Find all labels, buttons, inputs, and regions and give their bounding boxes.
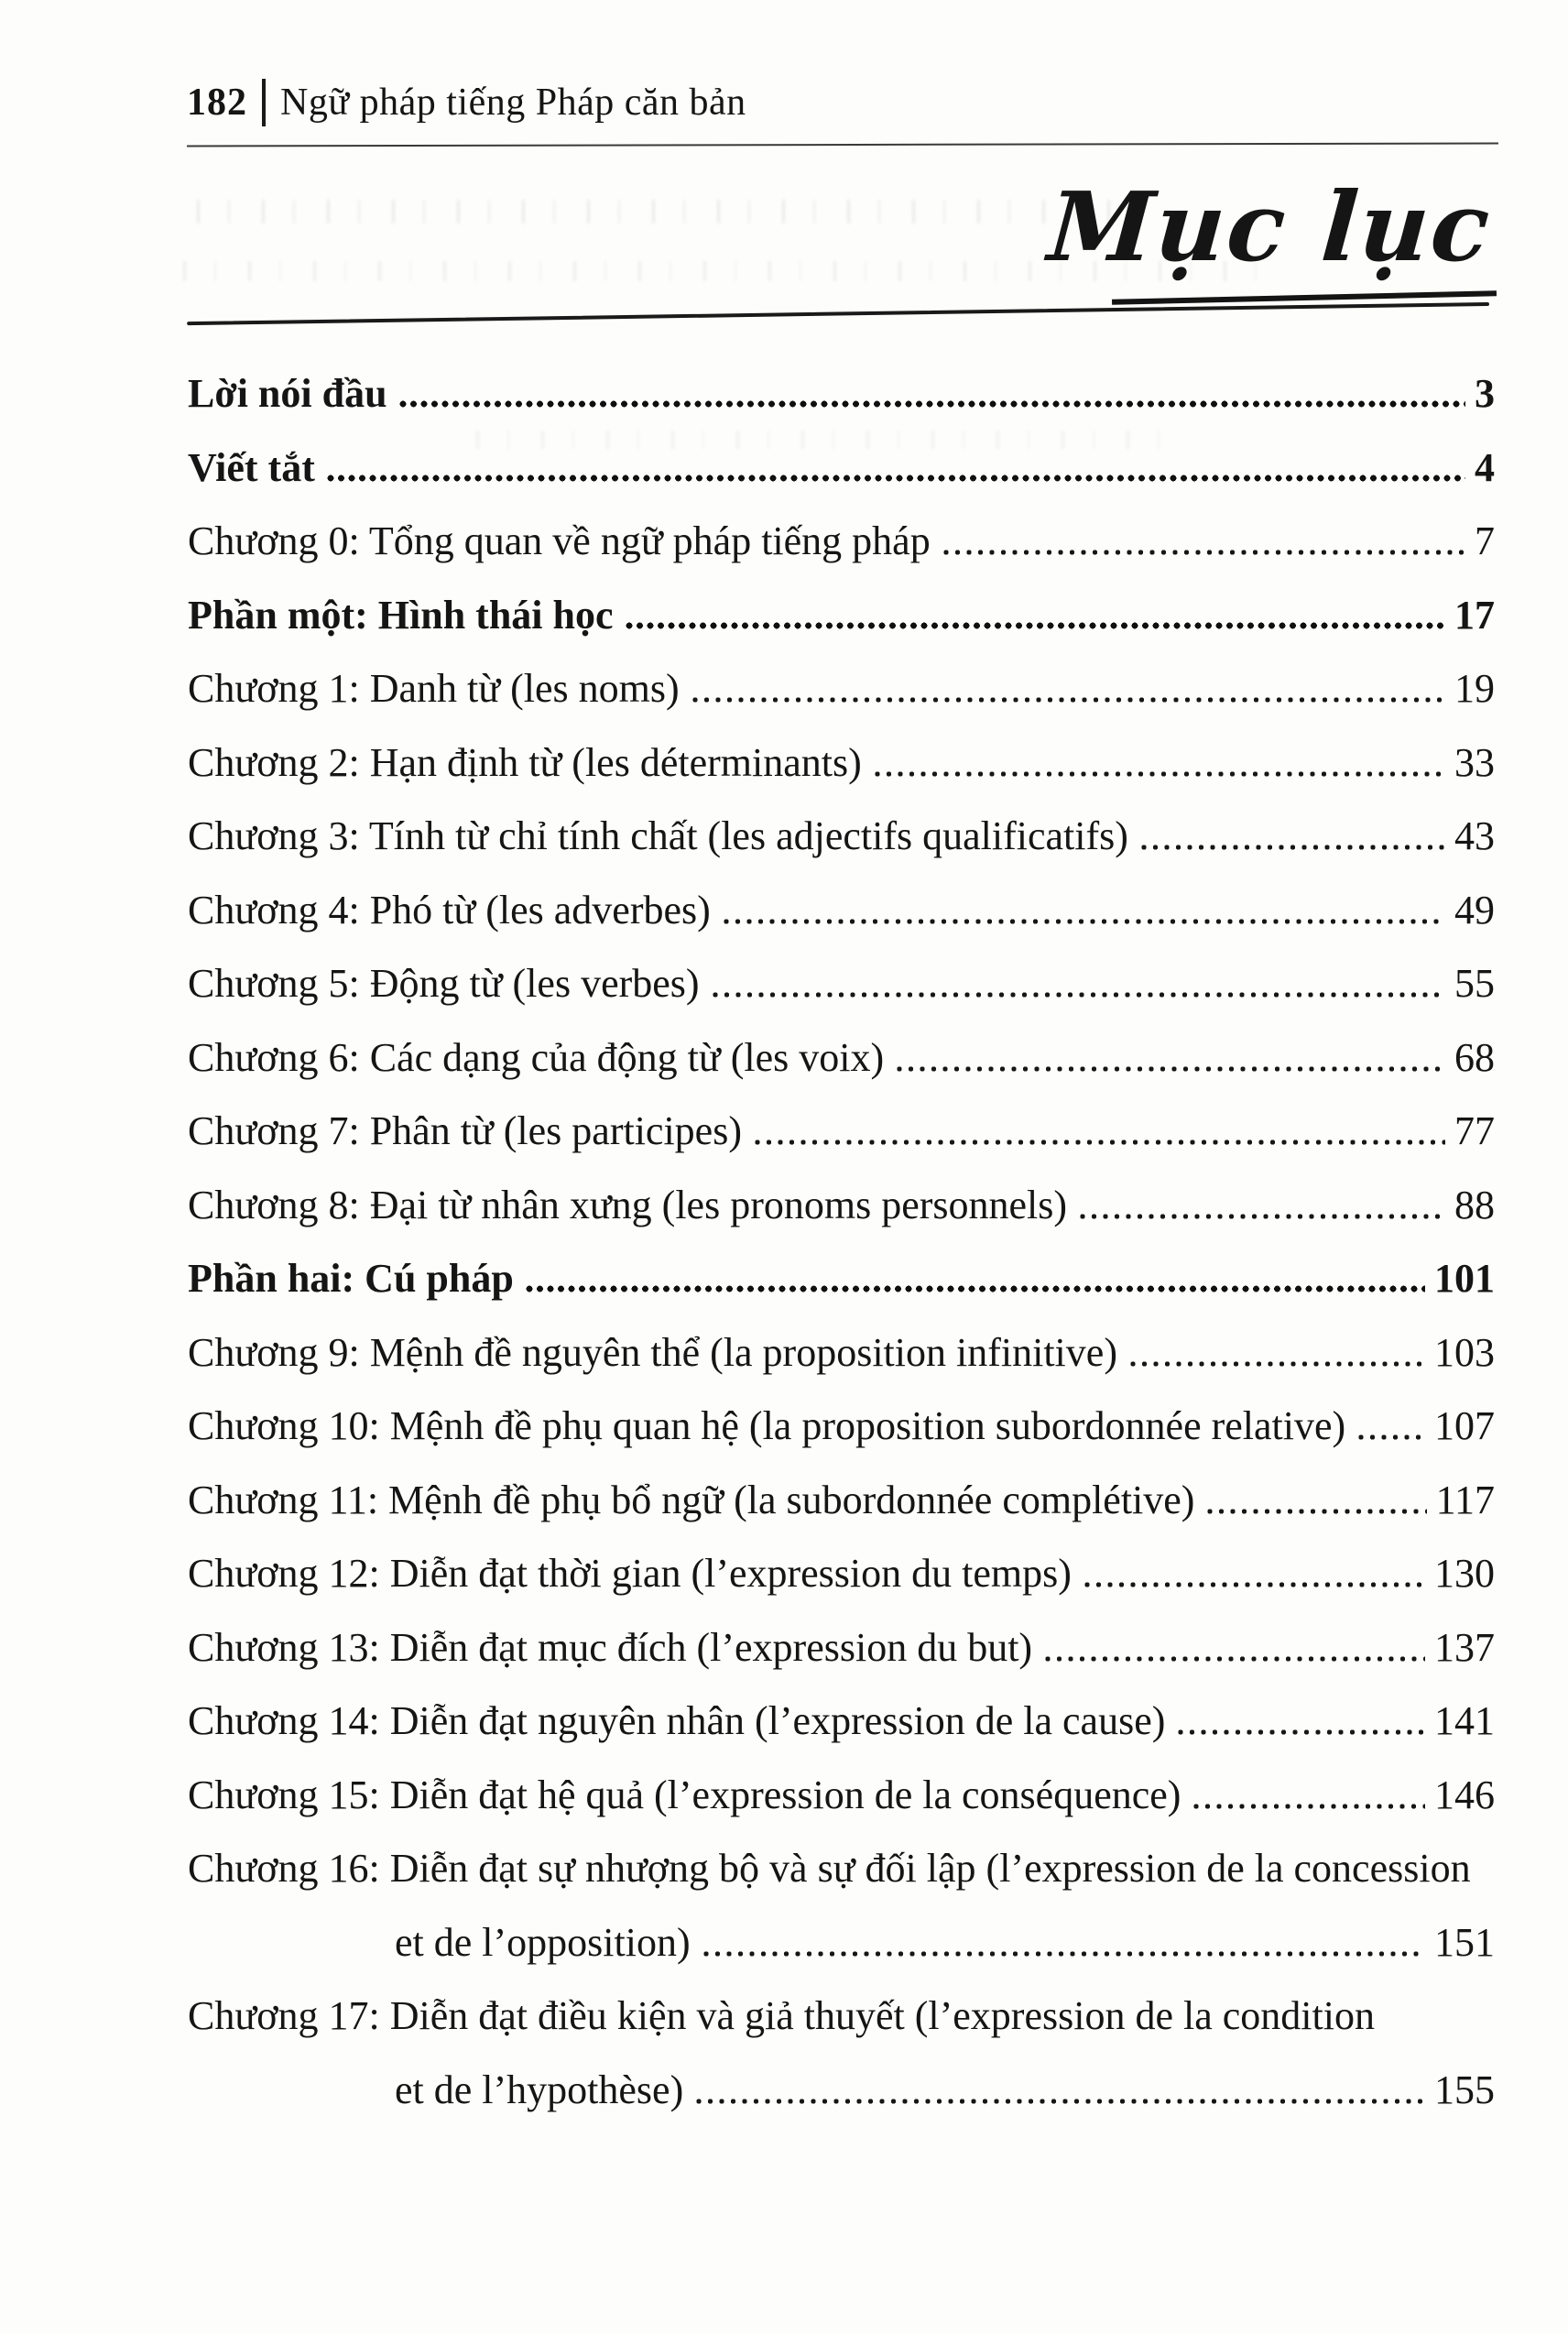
toc-entry-page: 68 [1454, 1034, 1495, 1080]
toc-entry-page: 77 [1454, 1108, 1495, 1153]
toc-entry-label: Chương 5: Động từ (les verbes) [188, 961, 700, 1006]
scan-ghost-artifact [197, 200, 1159, 224]
toc-list [188, 357, 1495, 2127]
toc-entry-page: 49 [1454, 887, 1495, 933]
toc-entry-label: Chương 15: Diễn đạt hệ quả (l’expression de la conséquence) [188, 1772, 1181, 1817]
toc-entry-label: Phần một: Hình thái học [188, 592, 614, 638]
dot-leader [722, 917, 1445, 926]
toc-entry [188, 1832, 1495, 1906]
dot-leader [711, 990, 1445, 999]
toc-entry [188, 1759, 1495, 1833]
toc-entry [188, 1095, 1495, 1169]
dot-leader [753, 1138, 1445, 1147]
toc-entry-page: 7 [1475, 518, 1495, 563]
toc-entry [188, 800, 1495, 874]
toc-entry-label: Chương 2: Hạn định từ (les déterminants) [188, 739, 862, 785]
header-book-title: Ngữ pháp tiếng Pháp căn bản [280, 81, 746, 124]
toc-entry-label: Chương 16: Diễn đạt sự nhượng bộ và sự đối lập (l’expression de la concession [188, 1846, 1471, 1891]
header-page-number: 182 [187, 81, 247, 124]
toc-entry [188, 1169, 1495, 1243]
toc-entry [188, 1611, 1495, 1685]
header-rule [187, 143, 1498, 147]
toc-entry-page: 3 [1475, 371, 1495, 416]
toc-entry-label: Chương 8: Đại từ nhân xưng (les pronoms personnels) [188, 1182, 1068, 1227]
toc-entry-page: 33 [1454, 739, 1495, 785]
toc-entry [188, 726, 1495, 801]
toc-entry [188, 1464, 1495, 1538]
toc-entry [188, 2054, 1495, 2128]
toc-entry [188, 1537, 1495, 1611]
dot-leader [1205, 1507, 1426, 1516]
toc-entry [188, 652, 1495, 726]
toc-entry-label: Chương 12: Diễn đạt thời gian (l’expression du temps) [188, 1551, 1072, 1596]
toc-entry [188, 579, 1495, 653]
toc-entry [188, 1021, 1495, 1096]
toc-entry-label: Phần hai: Cú pháp [188, 1256, 514, 1301]
toc-entry-label: Chương 3: Tính từ chỉ tính chất (les adjectifs qualificatifs) [188, 813, 1128, 858]
toc-entry-label: Lời nói đầu [188, 371, 387, 416]
toc-entry-label: et de l’opposition) [395, 1919, 691, 1965]
dot-leader [525, 1284, 1425, 1293]
toc-entry [188, 1906, 1495, 1980]
dot-leader [1083, 1580, 1425, 1589]
dot-leader [1128, 1359, 1425, 1369]
toc-entry-label: Viết tắt [188, 444, 315, 490]
toc-entry-page: 155 [1434, 2067, 1495, 2112]
toc-entry [188, 431, 1495, 506]
toc-entry-page: 130 [1434, 1551, 1495, 1596]
toc-entry [188, 1390, 1495, 1464]
toc-entry-label: Chương 14: Diễn đạt nguyên nhân (l’expression de la cause) [188, 1698, 1166, 1743]
dot-leader [691, 695, 1445, 704]
dot-leader [942, 548, 1465, 557]
toc-entry-page: 4 [1475, 444, 1495, 490]
running-header [187, 79, 1495, 126]
toc-entry [188, 947, 1495, 1021]
page-title: Mục lục [1045, 170, 1496, 283]
dot-leader [1139, 843, 1445, 852]
header-divider [262, 79, 266, 126]
toc-entry-label: Chương 17: Diễn đạt điều kiện và giả thuyết (l’expression de la condition [188, 1993, 1375, 2038]
dot-leader [1043, 1654, 1425, 1663]
toc-entry-page: 141 [1434, 1698, 1495, 1743]
dot-leader [398, 399, 1465, 409]
toc-entry-label: Chương 13: Diễn đạt mục đích (l’expression du but) [188, 1624, 1033, 1670]
toc-entry-page: 17 [1454, 592, 1495, 638]
toc-entry-label: et de l’hypothèse) [395, 2067, 684, 2112]
toc-entry [188, 1980, 1495, 2054]
toc-entry-label: Chương 10: Mệnh đề phụ quan hệ (la proposition subordonnée relative) [188, 1403, 1346, 1448]
toc-entry-page: 19 [1454, 666, 1495, 711]
dot-leader [1078, 1212, 1445, 1221]
toc-entry-page: 103 [1434, 1329, 1495, 1375]
dot-leader [1192, 1802, 1425, 1811]
dot-leader [694, 2097, 1425, 2106]
toc-entry-page: 101 [1434, 1256, 1495, 1301]
toc-entry [188, 1685, 1495, 1759]
toc-entry-page: 146 [1434, 1772, 1495, 1817]
toc-entry [188, 505, 1495, 579]
toc-entry-label: Chương 1: Danh từ (les noms) [188, 666, 680, 711]
title-rule [187, 302, 1489, 325]
toc-entry-label: Chương 0: Tổng quan về ngữ pháp tiếng pháp [188, 518, 931, 563]
toc-entry-label: Chương 4: Phó từ (les adverbes) [188, 887, 711, 933]
toc-entry-label: Chương 11: Mệnh đề phụ bổ ngữ (la subordonnée complétive) [188, 1477, 1195, 1522]
toc-entry [188, 1316, 1495, 1391]
toc-entry-page: 137 [1434, 1624, 1495, 1670]
toc-entry-page: 55 [1454, 961, 1495, 1006]
toc-entry-label: Chương 7: Phân từ (les participes) [188, 1108, 742, 1153]
toc-entry-label: Chương 9: Mệnh đề nguyên thể (la proposition infinitive) [188, 1329, 1117, 1375]
dot-leader [702, 1949, 1425, 1958]
dot-leader [873, 769, 1445, 779]
toc-entry-label: Chương 6: Các dạng của động từ (les voix) [188, 1034, 885, 1080]
toc-title-wrap [1045, 170, 1496, 283]
toc-entry-page: 151 [1434, 1919, 1495, 1965]
dot-leader [1356, 1433, 1425, 1442]
toc-entry-page: 107 [1434, 1403, 1495, 1448]
dot-leader [625, 621, 1445, 630]
toc-entry [188, 874, 1495, 948]
toc-entry [188, 1242, 1495, 1316]
toc-entry-page: 88 [1454, 1182, 1495, 1227]
toc-entry-page: 117 [1435, 1477, 1495, 1522]
dot-leader [895, 1064, 1445, 1074]
dot-leader [1176, 1728, 1425, 1737]
dot-leader [326, 474, 1465, 483]
toc-entry-page: 43 [1454, 813, 1495, 858]
toc-entry [188, 357, 1495, 431]
